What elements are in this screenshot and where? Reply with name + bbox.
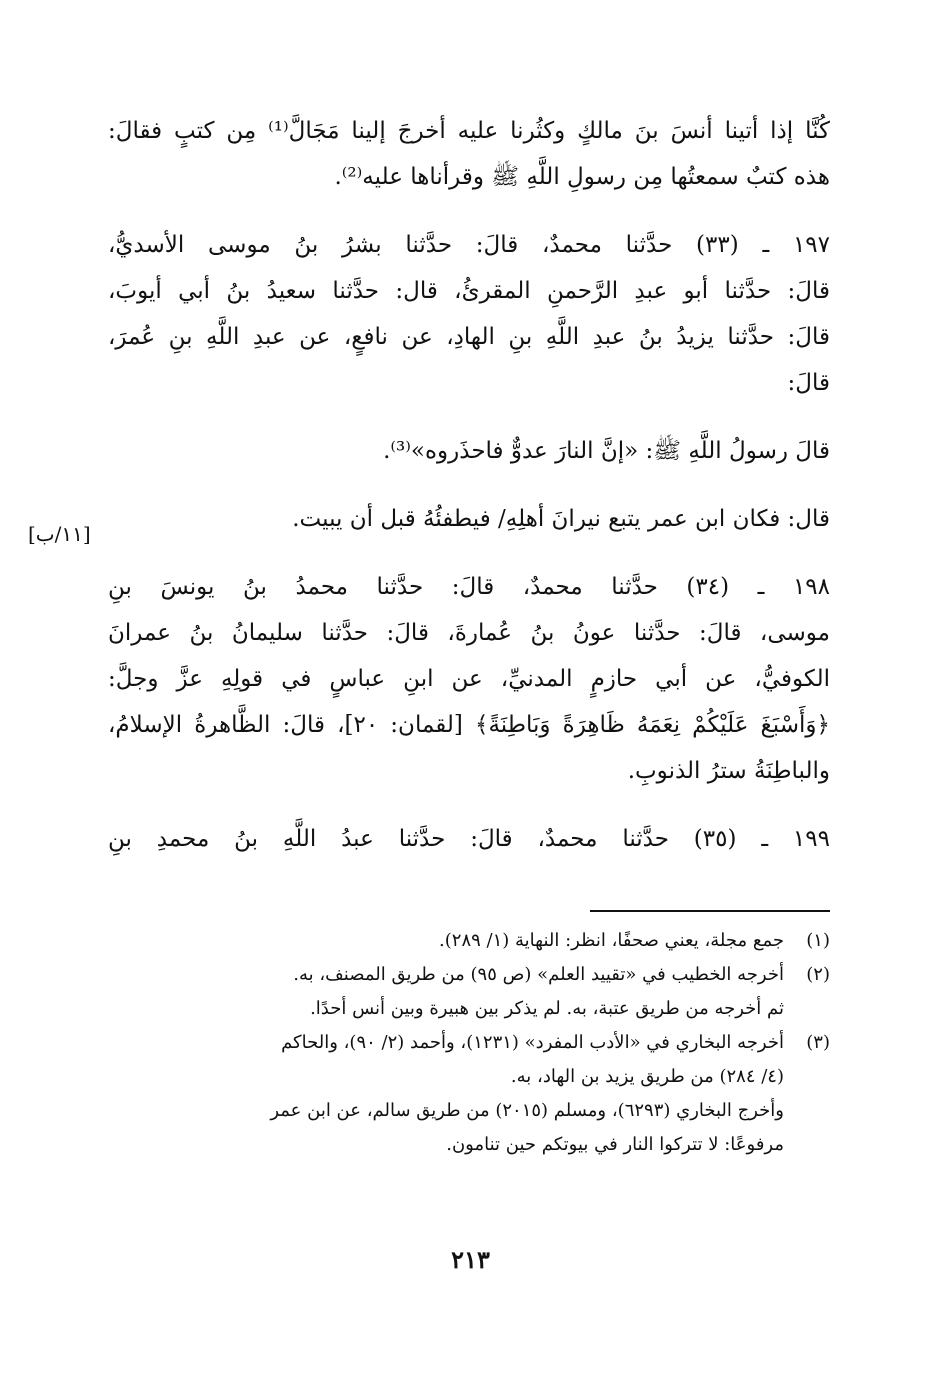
footnote-text: مرفوعًا: لا تتركوا النار في بيوتكم حين تنامون. [446, 1134, 784, 1155]
footnote-line [108, 1094, 830, 1128]
footnote-line [108, 924, 830, 958]
text-line: موسى، قالَ: حدَّثنا عونُ بنُ عُمارةَ، قالَ: حدَّثنا سليمانُ بنُ عمرانَ [108, 620, 830, 646]
footnote-text: أخرجه الخطيب في «تقييد العلم» (ص ٩٥) من طريق المصنف، به. [293, 964, 784, 985]
hadith-197-line: ١٩٧ ـ (٣٣) حدَّثنا محمدٌ، قالَ: حدَّثنا بشرُ بنُ موسى الأسديُّ، [108, 232, 830, 258]
quran-verse-line: ﴿وَأَسْبَغَ عَلَيْكُمْ نِعَمَهُ ظَاهِرَةً وَبَاطِنَةً﴾ [لقمان: ٢٠]، قالَ: الظَّاهرةُ الإسلامُ، [108, 712, 830, 738]
manuscript-folio-note: [١١/ب] [28, 522, 91, 546]
footnote-number: (٣) [806, 1032, 830, 1053]
footnote-number [784, 992, 830, 1026]
footnote-number: (١) [806, 930, 830, 951]
footnote-number: (٢) [806, 964, 830, 985]
footnote-text: وأخرج البخاري (٦٢٩٣)، ومسلم (٢٠١٥) من طريق سالم، عن ابن عمر [270, 1100, 784, 1121]
hadith-198-line: ١٩٨ ـ (٣٤) حدَّثنا محمدٌ، قالَ: حدَّثنا محمدُ بنُ يونسَ بنِ [108, 574, 830, 600]
footnote-text: أخرجه البخاري في «الأدب المفرد» (١٢٣١)، وأحمد (٢/ ٩٠)، والحاكم [281, 1032, 784, 1053]
footnote-separator [590, 910, 830, 912]
footnote-line [108, 1060, 830, 1094]
footnote-line [108, 1128, 830, 1162]
hadith-matn: قالَ رسولُ اللَّهِ ﷺ: «إنَّ النارَ عدوٌّ فاحذَروه»⁽³⁾. [383, 438, 830, 464]
text-line: هذه كتبٌ سمعتُها مِن رسولِ اللَّهِ ﷺ وقرأناها عليه⁽²⁾. [334, 164, 830, 190]
footnote-line [108, 992, 830, 1026]
footnote-number [784, 1094, 830, 1128]
footnote-text: (٤/ ٢٨٤) من طريق يزيد بن الهاد، به. [510, 1066, 784, 1087]
footnote-text: جمع مجلة، يعني صحفًا، انظر: النهاية (١/ ٢٨٩). [439, 930, 784, 951]
footnotes [108, 924, 830, 1162]
footnote-line [108, 1026, 830, 1060]
footnote-number [784, 1128, 830, 1162]
footnote-number [784, 1060, 830, 1094]
page-number: ٢١٣ [451, 1245, 490, 1274]
text-line: قالَ: حدَّثنا أبو عبدِ الرَّحمنِ المقرئُ، قال: حدَّثنا سعيدُ بنُ أبي أيوبَ، [108, 278, 830, 304]
text-line: قالَ: حدَّثنا يزيدُ بنُ عبدِ اللَّهِ بنِ الهادِ، عن نافعٍ، عن عبدِ اللَّهِ بنِ عُمرَ، [108, 324, 830, 350]
text-line: قالَ: [787, 370, 830, 396]
footnote-text: ثم أخرجه من طريق عتبة، به. لم يذكر بين هبيرة وبين أنس أحدًا. [310, 998, 784, 1019]
text-line: قال: فكان ابن عمر يتبع نيرانَ أهلِهِ/ فيطفئُهُ قبل أن يبيت. [292, 506, 830, 532]
text-line: الكوفيُّ، عن أبي حازمٍ المدنيِّ، عن ابنِ عباسٍ في قولِهِ عزَّ وجلَّ: [108, 666, 830, 692]
main-text [108, 108, 830, 862]
text-line: والباطِنَةُ سترُ الذنوبِ. [627, 758, 830, 784]
footnote-line [108, 958, 830, 992]
text-line: كُنَّا إذا أتينا أنسَ بنَ مالكٍ وكثُرنا عليه أخرجَ إلينا مَجَالَّ⁽¹⁾ مِن كتبٍ فقالَ: [108, 118, 830, 144]
hadith-199-line: ١٩٩ ـ (٣٥) حدَّثنا محمدٌ، قالَ: حدَّثنا عبدُ اللَّهِ بنُ محمدِ بنِ [108, 826, 830, 852]
